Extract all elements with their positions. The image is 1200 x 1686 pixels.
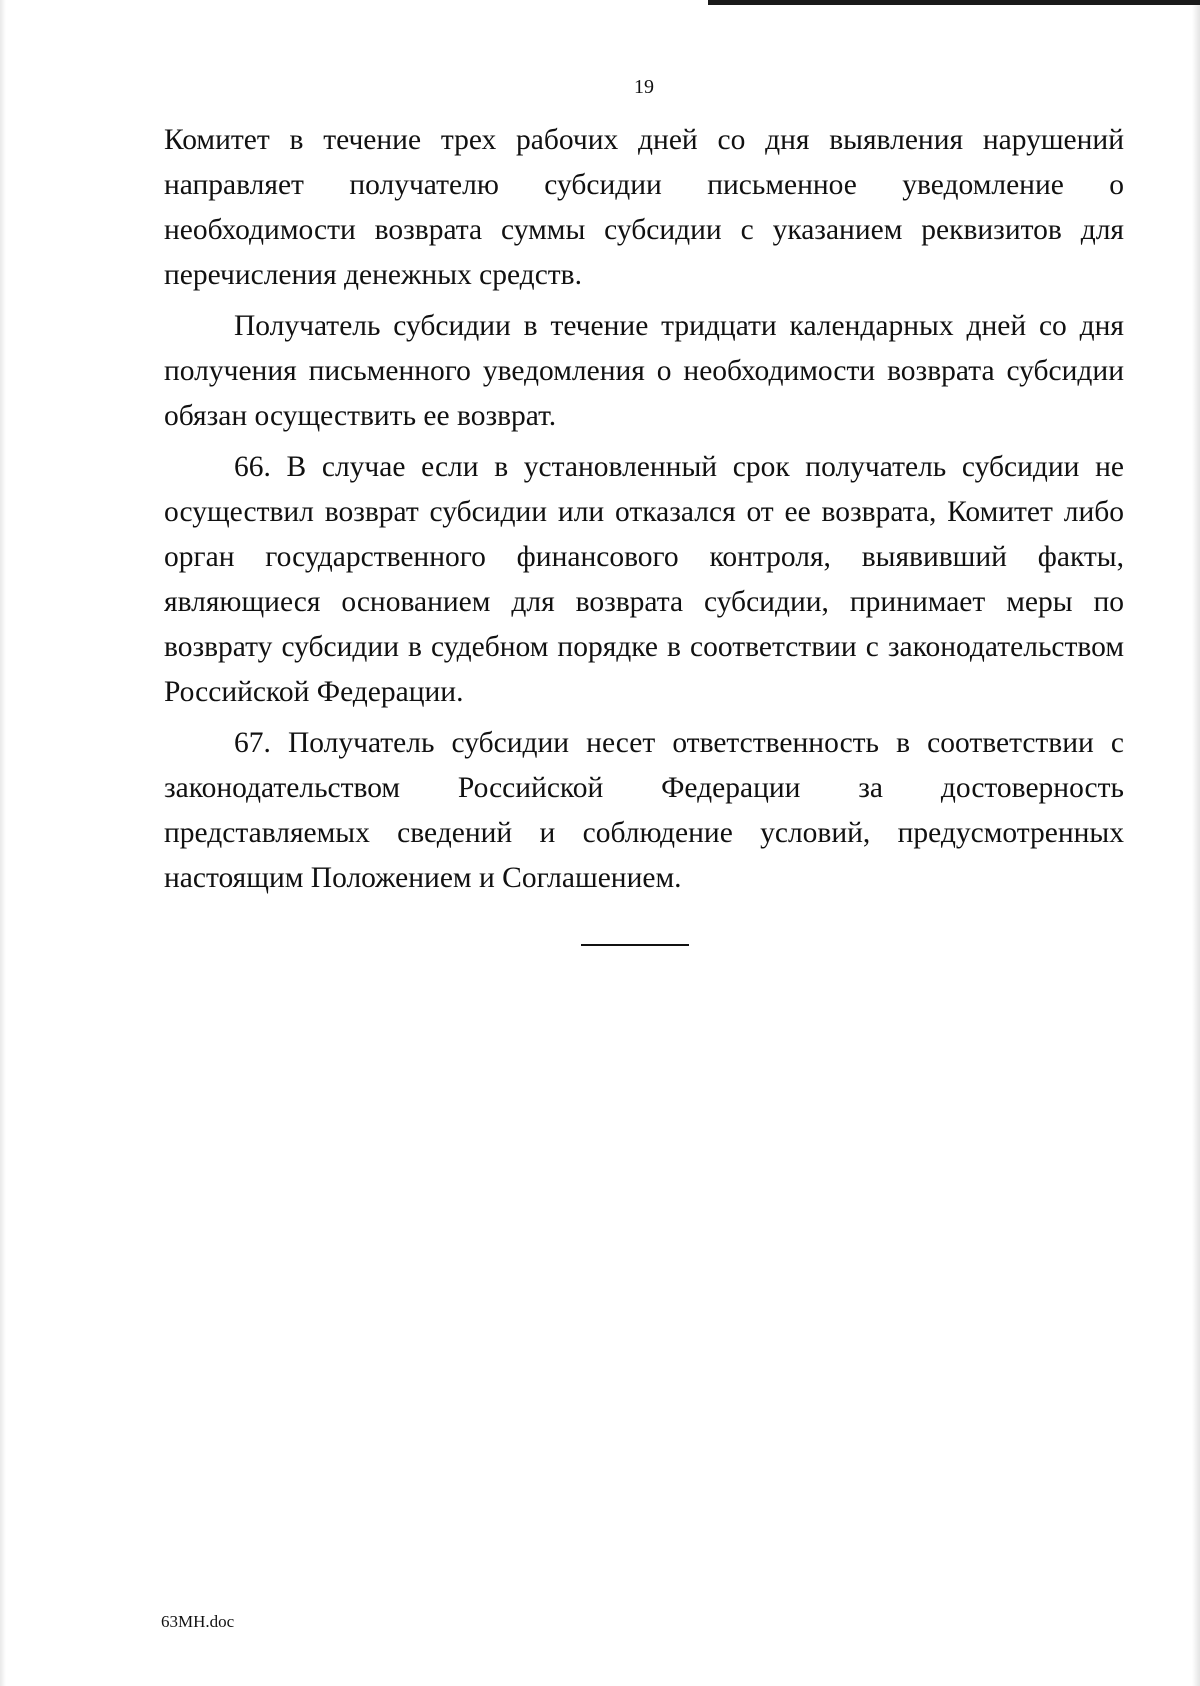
- paragraph-1: Комитет в течение трех рабочих дней со дня выявления нарушений направляет получателю субсидии письменное уведомление о необходимости возврата суммы субсидии с указанием реквизитов для перечисления денежных средств.: [164, 124, 1124, 291]
- paragraph-2: Получатель субсидии в течение тридцати календарных дней со дня получения письменного уведомления о необходимости возврата субсидии обязан осуществить ее возврат.: [164, 310, 1124, 432]
- scan-edge-right: [1192, 0, 1200, 1686]
- page-number: 19: [634, 76, 654, 98]
- body-text: [164, 118, 1124, 907]
- paragraph-66: 66. В случае если в установленный срок получатель субсидии не осуществил возврат субсидии или отказался от ее возврата, Комитет либо орган государственного финансового контроля, выявивший факты, являющиеся основанием для возврата субсидии, принимает меры по возврату субсидии в судебном порядке в соответствии с законодательством Российской Федерации.: [164, 451, 1124, 708]
- scan-edge-left: [0, 0, 6, 1686]
- top-border-line: [708, 0, 1200, 5]
- footer-filename: 63МН.doc: [161, 1612, 235, 1631]
- paragraph-67: 67. Получатель субсидии несет ответственность в соответствии с законодательством Российской Федерации за достоверность представляемых сведений и соблюдение условий, предусмотренных настоящим Положением и Соглашением.: [164, 727, 1124, 894]
- end-of-text-divider: [581, 944, 689, 946]
